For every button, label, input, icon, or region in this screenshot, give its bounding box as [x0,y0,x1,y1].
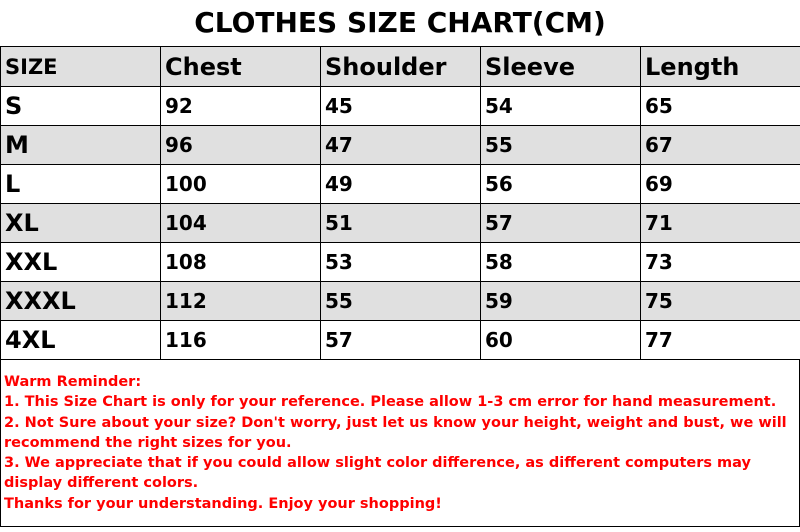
chest-value: 100 [161,165,321,204]
chest-value: 104 [161,204,321,243]
chest-value: 92 [161,87,321,126]
chest-value: 112 [161,282,321,321]
table-row [1,243,800,282]
sleeve-value: 54 [481,87,641,126]
chest-value: 116 [161,321,321,360]
size-label: L [1,165,161,204]
sleeve-value: 60 [481,321,641,360]
size-label: XXL [1,243,161,282]
chest-value: 96 [161,126,321,165]
length-value: 71 [641,204,800,243]
shoulder-value: 45 [321,87,481,126]
sleeve-value: 59 [481,282,641,321]
table-row [1,282,800,321]
warm-reminder [0,360,800,527]
sleeve-value: 57 [481,204,641,243]
header-row [1,47,800,87]
table-row [1,165,800,204]
shoulder-value: 49 [321,165,481,204]
reminder-closing: Thanks for your understanding. Enjoy your shopping! [4,495,442,512]
header-sleeve: Sleeve [481,47,641,87]
shoulder-value: 53 [321,243,481,282]
reminder-line-2: 2. Not Sure about your size? Don't worry, just let us know your height, weight and bust, we will recommend the right sizes for you. [4,414,787,451]
header-size: SIZE [1,47,161,87]
header-chest: Chest [161,47,321,87]
length-value: 77 [641,321,800,360]
chest-value: 108 [161,243,321,282]
reminder-line-1: 1. This Size Chart is only for your reference. Please allow 1-3 cm error for hand measurement. [4,394,777,411]
length-value: 65 [641,87,800,126]
sleeve-value: 55 [481,126,641,165]
sleeve-value: 58 [481,243,641,282]
length-value: 67 [641,126,800,165]
table-row [1,126,800,165]
size-label: XL [1,204,161,243]
shoulder-value: 57 [321,321,481,360]
table-row [1,321,800,360]
chart-title: CLOTHES SIZE CHART(CM) [194,6,606,39]
table-row [1,204,800,243]
reminder-heading: Warm Reminder: [4,374,142,390]
sleeve-value: 56 [481,165,641,204]
shoulder-value: 47 [321,126,481,165]
size-label: XXXL [1,282,161,321]
size-label: S [1,87,161,126]
table-row [1,87,800,126]
length-value: 75 [641,282,800,321]
reminder-line-3: 3. We appreciate that if you could allow slight color difference, as different computers may display different colors. [4,455,751,492]
shoulder-value: 55 [321,282,481,321]
length-value: 69 [641,165,800,204]
header-shoulder: Shoulder [321,47,481,87]
size-label: M [1,126,161,165]
length-value: 73 [641,243,800,282]
shoulder-value: 51 [321,204,481,243]
header-length: Length [641,47,800,87]
size-label: 4XL [1,321,161,360]
size-table [0,46,800,360]
